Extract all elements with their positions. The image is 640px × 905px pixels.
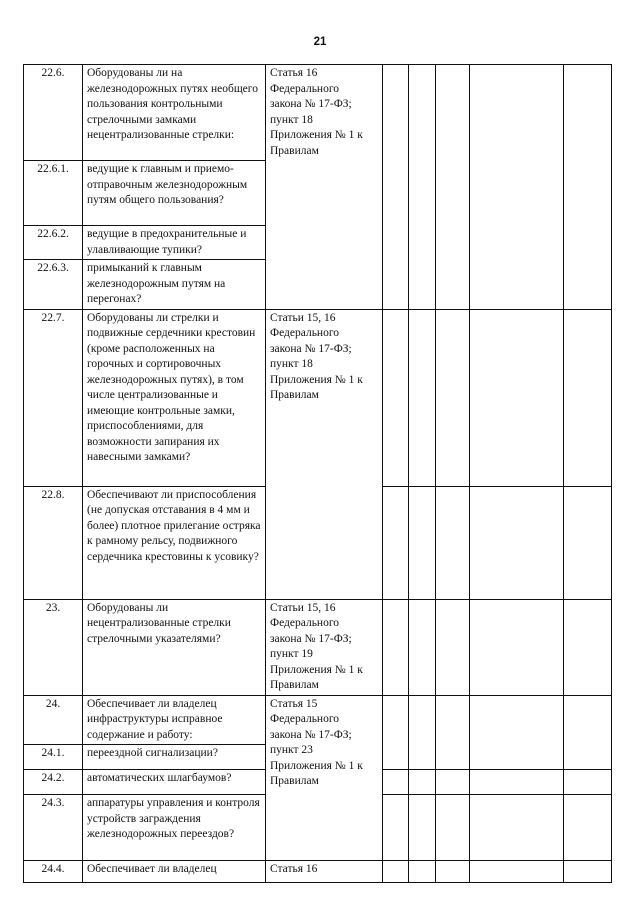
answer-cell[interactable] — [470, 65, 564, 310]
legal-reference: Статья 16 Федерального закона № 17-ФЗ; пункт 18 Приложения № 1 к Правилам — [266, 65, 383, 310]
item-number: 24.1. — [24, 745, 83, 770]
answer-cell[interactable] — [564, 770, 612, 795]
item-number: 22.6. — [24, 65, 83, 161]
answer-cell[interactable] — [564, 599, 612, 695]
answer-cell[interactable] — [470, 861, 564, 883]
answer-cell[interactable] — [436, 695, 470, 770]
item-number: 24.4. — [24, 861, 83, 883]
answer-cell[interactable] — [383, 770, 409, 795]
question-text: Оборудованы ли на железнодорожных путях необщего пользования контрольными стрелочными замками нецентрализованные стрелки: — [83, 65, 266, 161]
answer-cell[interactable] — [383, 795, 409, 861]
answer-cell[interactable] — [470, 486, 564, 599]
checklist-table — [23, 64, 612, 883]
answer-cell[interactable] — [383, 486, 409, 599]
answer-cell[interactable] — [383, 695, 409, 770]
answer-cell[interactable] — [409, 695, 436, 770]
answer-cell[interactable] — [409, 599, 436, 695]
table-row — [24, 695, 612, 745]
answer-cell[interactable] — [470, 695, 564, 770]
answer-cell[interactable] — [436, 486, 470, 599]
answer-cell[interactable] — [470, 309, 564, 486]
answer-cell[interactable] — [436, 599, 470, 695]
question-text: Оборудованы ли нецентрализованные стрелки стрелочными указателями? — [83, 599, 266, 695]
answer-cell[interactable] — [409, 486, 436, 599]
item-number: 22.8. — [24, 486, 83, 599]
answer-cell[interactable] — [436, 309, 470, 486]
question-text: ведущие в предохранительные и улавливающие тупики? — [83, 226, 266, 260]
answer-cell[interactable] — [383, 65, 409, 310]
question-text: Обеспечивают ли приспособления (не допуская отставания в 4 мм и более) плотное прилегание остряка к рамному рельсу, подвижного сердечника крестовины к усовику? — [83, 486, 266, 599]
answer-cell[interactable] — [436, 770, 470, 795]
table-row — [24, 65, 612, 161]
answer-cell[interactable] — [409, 770, 436, 795]
answer-cell[interactable] — [564, 309, 612, 486]
legal-reference: Статьи 15, 16 Федерального закона № 17-ФЗ; пункт 18 Приложения № 1 к Правилам — [266, 309, 383, 599]
question-text: ведущие к главным и приемо-отправочным железнодорожным путям общего пользования? — [83, 161, 266, 226]
answer-cell[interactable] — [564, 695, 612, 770]
answer-cell[interactable] — [564, 486, 612, 599]
answer-cell[interactable] — [383, 861, 409, 883]
question-text: аппаратуры управления и контроля устройств заграждения железнодорожных переездов? — [83, 795, 266, 861]
answer-cell[interactable] — [409, 65, 436, 310]
legal-reference: Статьи 15, 16 Федерального закона № 17-ФЗ; пункт 19 Приложения № 1 к Правилам — [266, 599, 383, 695]
question-text: примыканий к главным железнодорожным путям на перегонах? — [83, 260, 266, 310]
item-number: 22.6.3. — [24, 260, 83, 310]
answer-cell[interactable] — [564, 861, 612, 883]
question-text: Обеспечивает ли владелец — [83, 861, 266, 883]
item-number: 24.3. — [24, 795, 83, 861]
question-text: переездной сигнализации? — [83, 745, 266, 770]
legal-reference: Статья 16 — [266, 861, 383, 883]
question-text: Обеспечивает ли владелец инфраструктуры исправное содержание и работу: — [83, 695, 266, 745]
table-row — [24, 599, 612, 695]
question-text: Оборудованы ли стрелки и подвижные сердечники крестовин (кроме расположенных на горочных и сортировочных железнодорожных путях), в том числе централизованные и имеющие контрольные замки, приспособлениями, для возможности запирания их навесными замками? — [83, 309, 266, 486]
answer-cell[interactable] — [564, 65, 612, 310]
answer-cell[interactable] — [409, 795, 436, 861]
answer-cell[interactable] — [409, 309, 436, 486]
item-number: 24. — [24, 695, 83, 745]
answer-cell[interactable] — [470, 795, 564, 861]
answer-cell[interactable] — [409, 861, 436, 883]
item-number: 22.6.1. — [24, 161, 83, 226]
page-number: 21 — [313, 36, 327, 48]
answer-cell[interactable] — [383, 599, 409, 695]
answer-cell[interactable] — [436, 65, 470, 310]
answer-cell[interactable] — [383, 309, 409, 486]
answer-cell[interactable] — [470, 770, 564, 795]
table-row — [24, 309, 612, 486]
item-number: 22.7. — [24, 309, 83, 486]
question-text: автоматических шлагбаумов? — [83, 770, 266, 795]
answer-cell[interactable] — [564, 795, 612, 861]
table-row — [24, 861, 612, 883]
answer-cell[interactable] — [436, 861, 470, 883]
answer-cell[interactable] — [470, 599, 564, 695]
legal-reference: Статья 15 Федерального закона № 17-ФЗ; пункт 23 Приложения № 1 к Правилам — [266, 695, 383, 861]
answer-cell[interactable] — [436, 795, 470, 861]
item-number: 23. — [24, 599, 83, 695]
item-number: 22.6.2. — [24, 226, 83, 260]
item-number: 24.2. — [24, 770, 83, 795]
